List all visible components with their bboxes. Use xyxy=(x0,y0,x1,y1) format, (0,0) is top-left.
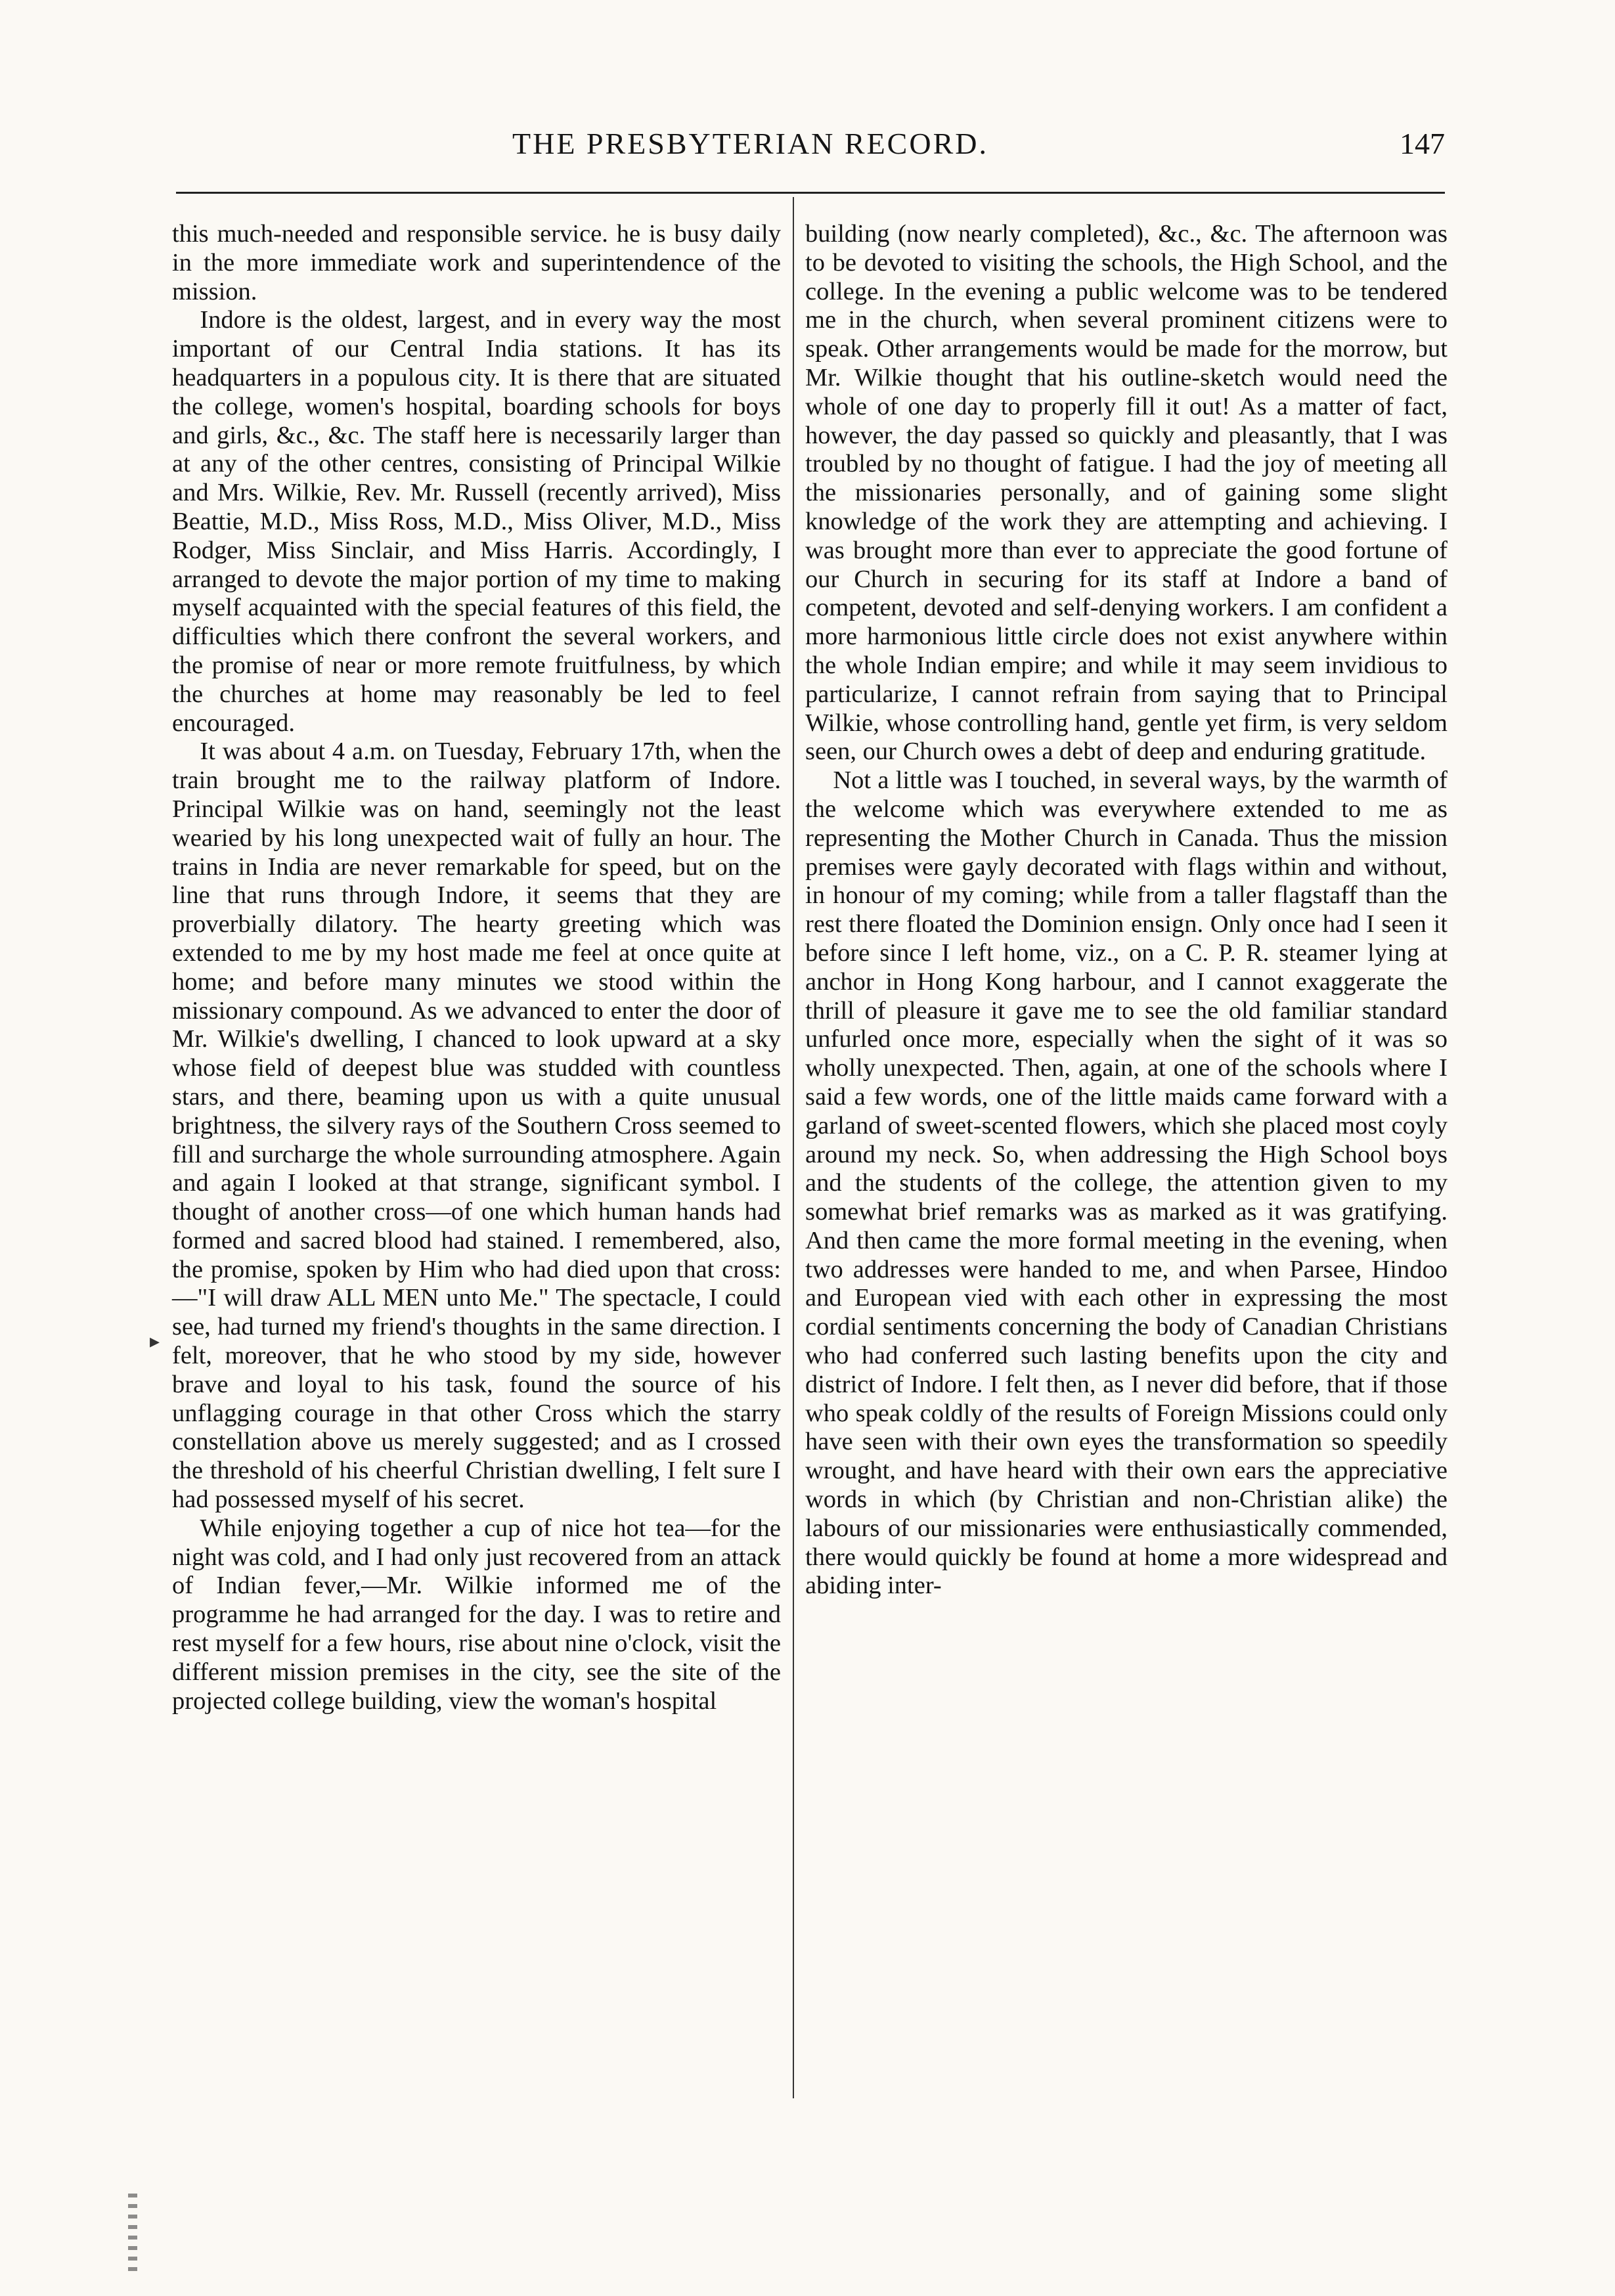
paragraph: Not a little was I touched, in several ways, by the warmth of the welcome which was everywhere extended to me as representing the Mother Church in Canada. Thus the mission premises were gayly decorated with flags within and without, in honour of my coming; while from a taller flagstaff than the rest there floated the Dominion ensign. Only once had I seen it before since I left home, viz., on a C. P. R. steamer lying at anchor in Hong Kong harbour, and I cannot exaggerate the thrill of pleasure it gave me to see the old familiar standard unfurled once more, especially when the sight of it was so wholly unexpected. Then, again, at one of the schools where I said a few words, one of the little maids came forward with a garland of sweet-scented flowers, which she placed most coyly around my neck. So, when addressing the High School boys and the students of the college, the attention given to my somewhat brief remarks was as marked as it was gratifying. And then came the more formal meeting in the evening, when two addresses were handed to me, and when Parsee, Hindoo and European vied with each other in expressing the most cordial sentiments concerning the body of Canadian Christians who had conferred such lasting benefits upon the city and district of Indore. I felt then, as I never did before, that if those who speak coldly of the results of Foreign Missions could only have seen with their own eyes the transformation so speedily wrought, and have heard with their own ears the appreciative words in which (by Christian and non-Christian alike) the labours of our missionaries were enthusiastically commended, there would quickly be found at home a more widespread and abiding inter- xyxy=(805,766,1448,1600)
right-column xyxy=(805,220,1448,1601)
page-number: 147 xyxy=(1400,127,1445,160)
running-title: THE PRESBYTERIAN RECORD. xyxy=(512,127,988,160)
paragraph: Indore is the oldest, largest, and in every way the most important of our Central India stations. It has its headquarters in a populous city. It is there that are situated the college, women's hospital, boarding schools for boys and girls, &c., &c. The staff here is necessarily larger than at any of the other centres, consisting of Principal Wilkie and Mrs. Wilkie, Rev. Mr. Russell (recently arrived), Miss Beattie, M.D., Miss Ross, M.D., Miss Oliver, M.D., Miss Rodger, Miss Sinclair, and Miss Harris. Accordingly, I arranged to devote the major portion of my time to making myself acquainted with the special features of this field, the difficulties which there confront the several workers, and the promise of near or more remote fruitfulness, by which the churches at home may reasonably be led to feel encouraged. xyxy=(172,306,781,737)
page-header xyxy=(177,123,1445,176)
left-column xyxy=(172,220,781,1715)
paragraph: It was about 4 a.m. on Tuesday, February 17th, when the train brought me to the railway platform of Indore. Principal Wilkie was on hand, seemingly not the least wearied by his long unexpected wait of fully an hour. The trains in India are never remarkable for speed, but on the line that runs through Indore, it seems that they are proverbially dilatory. The hearty greeting which was extended to me by my host made me feel at once quite at home; and before many minutes we stood within the missionary compound. As we advanced to enter the door of Mr. Wilkie's dwelling, I chanced to look upward at a sky whose field of deepest blue was studded with countless stars, and there, beaming upon us with a quite unusual brightness, the silvery rays of the Southern Cross seemed to fill and surcharge the whole surrounding atmosphere. Again and again I looked at that strange, significant symbol. I thought of another cross—of one which human hands had formed and sacred blood had stained. I remembered, also, the promise, spoken by Him who had died upon that cross:—"I will draw ALL MEN unto Me." The spectacle, I could see, had turned my friend's thoughts in the same direction. I felt, moreover, that he who stood by my side, however brave and loyal to his task, found the source of his unflagging courage in that other Cross which the starry constellation above us merely suggested; and as I crossed the threshold of his cheerful Christian dwelling, I felt sure I had possessed myself of his secret. xyxy=(172,738,781,1514)
margin-arrow-mark: ▸ xyxy=(150,1331,160,1352)
paragraph: building (now nearly completed), &c., &c. The afternoon was to be devoted to visiting the schools, the High School, and the college. In the evening a public welcome was to be tendered me in the church, when several prominent citizens were to speak. Other arrangements would be made for the morrow, but Mr. Wilkie thought that his outline-sketch would need the whole of one day to properly fill it out! As a matter of fact, however, the day passed so quickly and pleasantly, that I was troubled by no thought of fatigue. I had the joy of meeting all the missionaries personally, and of gaining some slight knowledge of the work they are attempting and achieving. I was brought more than ever to appreciate the good fortune of our Church in securing for its staff at Indore a band of competent, devoted and self-denying workers. I am confident a more harmonious little circle does not exist anywhere within the whole Indian empire; and while it may seem invidious to particularize, I cannot refrain from saying that to Principal Wilkie, whose controlling hand, gentle yet firm, is very seldom seen, our Church owes a debt of deep and enduring gratitude. xyxy=(805,220,1448,766)
paragraph: this much-needed and responsible service. he is busy daily in the more immediate work and superintendence of the mission. xyxy=(172,220,781,305)
scan-artifact xyxy=(128,2194,137,2272)
header-rule xyxy=(176,192,1445,194)
paragraph: While enjoying together a cup of nice hot tea—for the night was cold, and I had only just recovered from an attack of Indian fever,—Mr. Wilkie informed me of the programme he had arranged for the day. I was to retire and rest myself for a few hours, rise about nine o'clock, visit the different mission premises in the city, see the site of the projected college building, view the woman's hospital xyxy=(172,1514,781,1715)
column-divider xyxy=(793,197,794,2098)
